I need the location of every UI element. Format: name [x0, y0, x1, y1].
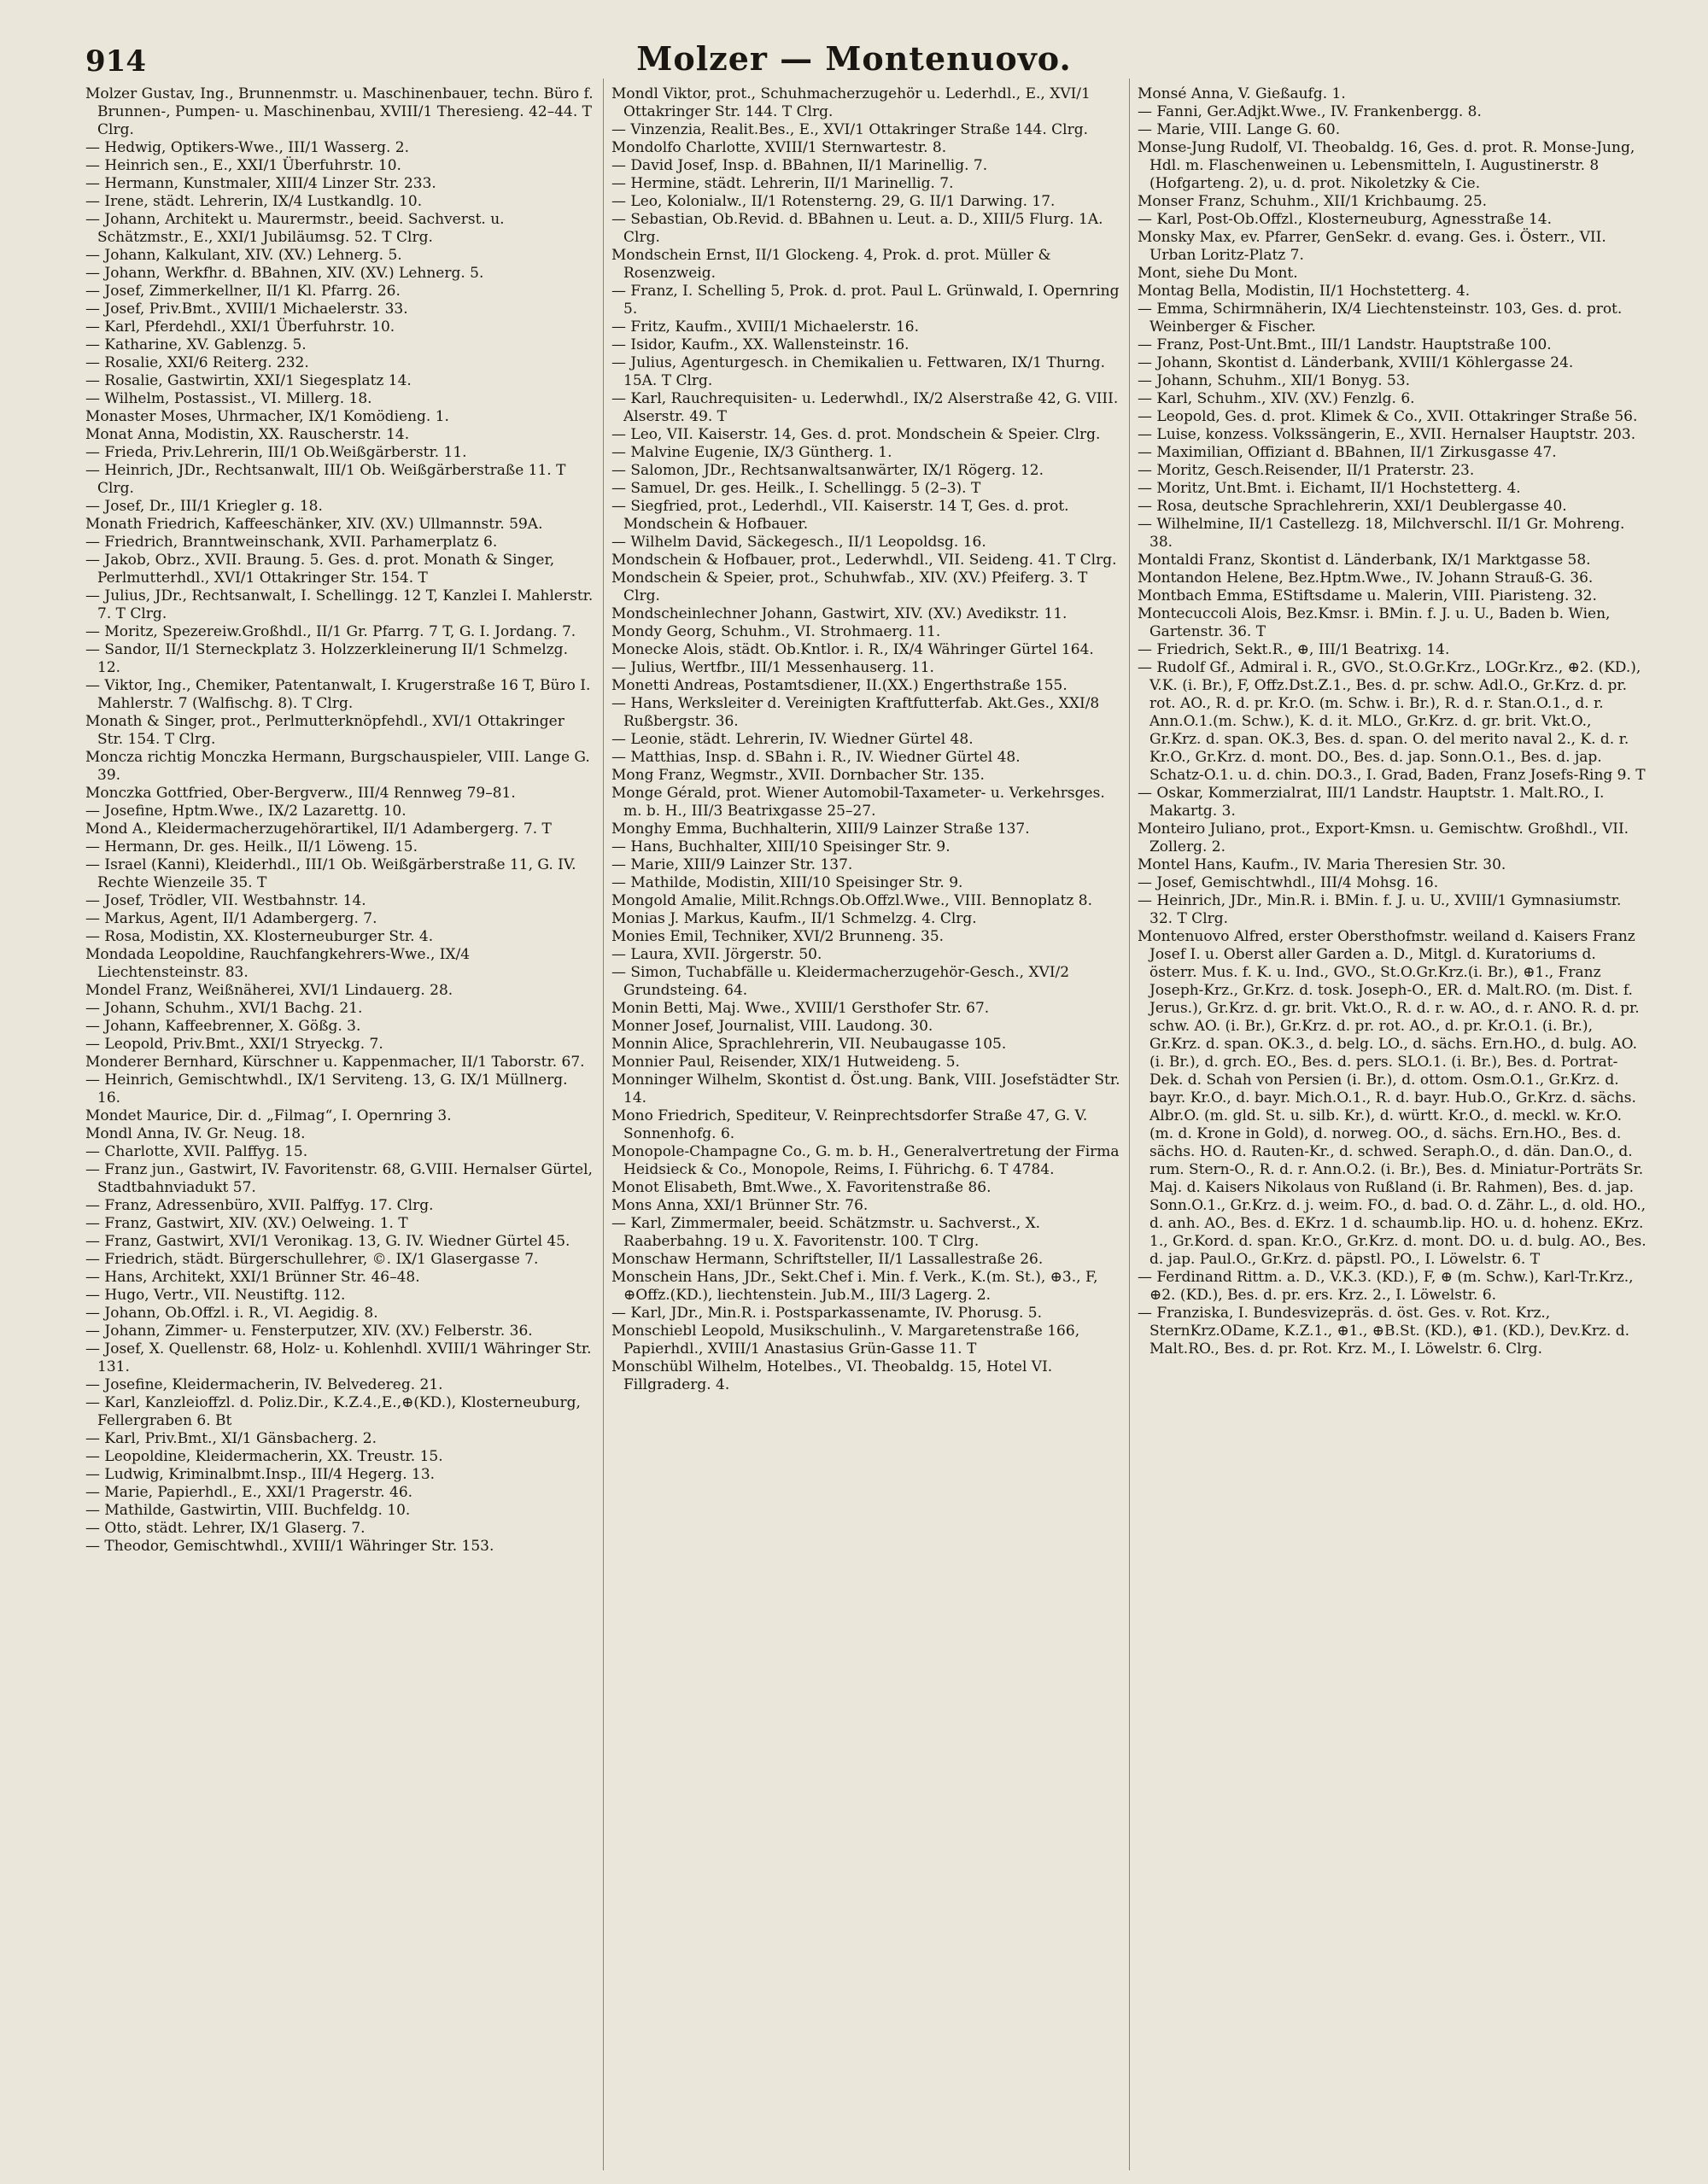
directory-entry: — Karl, Kanzleioffzl. d. Poliz.Dir., K.Z.4.,E.,⊕(KD.), Klosterneuburg, Fellergraben 6. Bt	[85, 1394, 581, 1429]
directory-entry: — Wilhelmine, II/1 Castellezg. 18, Milchverschl. II/1 Gr. Mohreng. 38.	[1138, 516, 1625, 551]
directory-entry: — Karl, Post-Ob.Offzl., Klosterneuburg, Agnesstraße 14.	[1138, 211, 1553, 228]
directory-entry: — Marie, XIII/9 Lainzer Str. 137.	[611, 856, 853, 873]
column-rule	[603, 79, 604, 2170]
directory-entry: — Israel (Kanni), Kleiderhdl., III/1 Ob. Weißgärberstraße 11, G. IV. Rechte Wienzeile 35. T	[85, 856, 576, 891]
directory-entry: — Mathilde, Gastwirtin, VIII. Buchfeldg. 10.	[85, 1502, 411, 1519]
directory-entry: — Leopoldine, Kleidermacherin, XX. Treustr. 15.	[85, 1448, 443, 1465]
directory-entry: Mondschein & Speier, prot., Schuhwfab., XIV. (XV.) Pfeiferg. 3. T Clrg.	[611, 569, 1088, 604]
directory-entry: — Rosalie, XXI/6 Reiterg. 232.	[85, 354, 309, 371]
directory-entry: Monderer Bernhard, Kürschner u. Kappenmacher, II/1 Taborstr. 67.	[85, 1054, 585, 1071]
directory-entry: Monies Emil, Techniker, XVI/2 Brunneng. 35.	[611, 928, 945, 945]
directory-entry: Monghy Emma, Buchhalterin, XIII/9 Lainzer Straße 137.	[611, 820, 1030, 838]
directory-entry: — Hans, Buchhalter, XIII/10 Speisinger Str. 9.	[611, 838, 951, 855]
directory-entry: Montaldi Franz, Skontist d. Länderbank, IX/1 Marktgasse 58.	[1138, 552, 1591, 569]
directory-entry: Montbach Emma, EStiftsdame u. Malerin, VIII. Piaristeng. 32.	[1138, 587, 1597, 604]
directory-entry: — Maximilian, Offiziant d. BBahnen, II/1 Zirkusgasse 47.	[1138, 444, 1557, 461]
directory-entry: — Franziska, I. Bundesvizepräs. d. öst. Ges. v. Rot. Krz., SternKrz.ODame, K.Z.1., ⊕1., ⊕B.St. (KD.), ⊕1. (KD.), Dev.Krz. d. Malt.RO., Bes. d. pr. Rot. Krz. M., I. Löwelstr. 6. Clrg.	[1138, 1305, 1630, 1358]
directory-entry: Monopole-Champagne Co., G. m. b. H., Generalvertretung der Firma Heidsieck & Co., Monopole, Reims, I. Führichg. 6. T 4784.	[611, 1143, 1120, 1178]
directory-entry: Molzer Gustav, Ing., Brunnenmstr. u. Maschinenbauer, techn. Büro f. Brunnen-, Pumpen- u. Maschinenbau, XVIII/1 Theresieng. 42–44. T Clrg.	[85, 85, 594, 138]
directory-entry: — Leopold, Ges. d. prot. Klimek & Co., XVII. Ottakringer Straße 56.	[1138, 408, 1638, 425]
column-middle	[611, 85, 1120, 2169]
directory-entry: Mono Friedrich, Spediteur, V. Reinprechtsdorfer Straße 47, G. V. Sonnenhofg. 6.	[611, 1107, 1088, 1142]
directory-entry: Mondscheinlechner Johann, Gastwirt, XIV. (XV.) Avedikstr. 11.	[611, 605, 1068, 622]
directory-entry: — Oskar, Kommerzialrat, III/1 Landstr. Hauptstr. 1. Malt.RO., I. Makartg. 3.	[1138, 785, 1605, 820]
directory-entry: — Friedrich, Sekt.R., ⊕, III/1 Beatrixg. 14.	[1138, 641, 1450, 658]
directory-entry: — Johann, Ob.Offzl. i. R., VI. Aegidig. 8.	[85, 1305, 378, 1322]
directory-entry: — Mathilde, Modistin, XIII/10 Speisinger Str. 9.	[611, 874, 963, 891]
directory-entry: — Karl, Priv.Bmt., XI/1 Gänsbacherg. 2.	[85, 1430, 377, 1447]
directory-entry: — Hedwig, Optikers-Wwe., III/1 Wasserg. 2.	[85, 139, 410, 156]
directory-entry: — Heinrich sen., E., XXI/1 Überfuhrstr. 10.	[85, 157, 401, 174]
directory-entry: — Leonie, städt. Lehrerin, IV. Wiedner Gürtel 48.	[611, 731, 974, 748]
directory-entry: Monath & Singer, prot., Perlmutterknöpfehdl., XVI/1 Ottakringer Str. 154. T Clrg.	[85, 713, 564, 748]
directory-entry: Monat Anna, Modistin, XX. Rauscherstr. 14.	[85, 426, 410, 443]
directory-entry: — Johann, Skontist d. Länderbank, XVIII/1 Köhlergasse 24.	[1138, 354, 1574, 371]
column-right	[1138, 85, 1647, 2169]
directory-entry: — Heinrich, JDr., Min.R. i. BMin. f. J. u. U., XVIII/1 Gymnasiumstr. 32. T Clrg.	[1138, 892, 1622, 927]
directory-entry: — Friedrich, städt. Bürgerschullehrer, ©. IX/1 Glasergasse 7.	[85, 1251, 539, 1268]
directory-entry: Monias J. Markus, Kaufm., II/1 Schmelzg. 4. Clrg.	[611, 910, 977, 927]
directory-entry: — Irene, städt. Lehrerin, IX/4 Lustkandlg. 10.	[85, 193, 423, 210]
directory-entry: — Siegfried, prot., Lederhdl., VII. Kaiserstr. 14 T, Ges. d. prot. Mondschein & Hofbauer.	[611, 498, 1069, 533]
directory-entry: — Marie, VIII. Lange G. 60.	[1138, 121, 1341, 138]
directory-entry: Monschein Hans, JDr., Sekt.Chef i. Min. f. Verk., K.(m. St.), ⊕3., F, ⊕Offz.(KD.), liechtenstein. Jub.M., III/3 Lagerg. 2.	[611, 1269, 1098, 1304]
directory-entry: Monse-Jung Rudolf, VI. Theobaldg. 16, Ges. d. prot. R. Monse-Jung, Hdl. m. Flaschenweinen u. Lebensmitteln, I. Augustinerstr. 8 (Hofgarteng. 2), u. d. prot. Nikoletzky & Cie.	[1138, 139, 1635, 192]
directory-entry: — Salomon, JDr., Rechtsanwaltsanwärter, IX/1 Rögerg. 12.	[611, 462, 1044, 479]
directory-entry: — Karl, Rauchrequisiten- u. Lederwhdl., IX/2 Alserstraße 42, G. VIII. Alserstr. 49. T	[611, 390, 1119, 425]
directory-entry: — Katharine, XV. Gablenzg. 5.	[85, 336, 307, 353]
directory-entry: — Johann, Kalkulant, XIV. (XV.) Lehnerg. 5.	[85, 247, 402, 264]
directory-entry: — Jakob, Obrz., XVII. Braung. 5. Ges. d. prot. Monath & Singer, Perlmutterhdl., XVI/1 Ottakringer Str. 154. T	[85, 552, 555, 587]
directory-entry: — Otto, städt. Lehrer, IX/1 Glaserg. 7.	[85, 1520, 366, 1537]
directory-entry: — Josef, Zimmerkellner, II/1 Kl. Pfarrg. 26.	[85, 283, 401, 300]
directory-entry: — Franz jun., Gastwirt, IV. Favoritenstr. 68, G.VIII. Hernalser Gürtel, Stadtbahnviadukt 57.	[85, 1161, 593, 1196]
directory-entry: — Johann, Werkfhr. d. BBahnen, XIV. (XV.) Lehnerg. 5.	[85, 265, 484, 282]
directory-entry: — Laura, XVII. Jörgerstr. 50.	[611, 946, 822, 963]
directory-entry: Montenuovo Alfred, erster Obersthofmstr. weiland d. Kaisers Franz Josef I. u. Oberst aller Garden a. D., Mitgl. d. Kuratoriums d. österr. Mus. f. K. u. Ind., GVO., St.O.Gr.Krz.(i. Br.), ⊕1., Franz Joseph-Krz., Gr.Krz. d. tosk. Joseph-O., ER. d. Malt.RO. (m. Dist. f. Jerus.), Gr.Krz. d. gr. brit. Vkt.O., R. d. r. w. AO., d. r. ANO. R. d. pr. schw. AO. (i. Br.), Gr.Krz. d. pr. rot. AO., d. pr. Kr.O.1. (i. Br.), Gr.Krz. d. span. OK.3., d. belg. LO., d. sächs. Ern.HO., d. bulg. AO. (i. Br.), d. grch. EO., Bes. d. pers. SLO.1. (i. Br.), Bes. d. Portrat-Dek. d. Schah von Persien (i. Br.), d. ottom. Osm.O.1., Gr.Krz. d. bayr. Kr.O., d. bayr. Mich.O.1., R. d. bayr. Hub.O., Gr.Krz. d. sächs. Albr.O. (m. gld. St. u. silb. Kr.), d. württ. Kr.O., d. meckl. w. Kr.O. (m. d. Krone in Gold), d. norweg. OO., d. sächs. Ern.HO., Bes. d. sächs. HO. d. Rauten-Kr., d. schwed. Seraph.O., d. dän. Dan.O., d. rum. Stern-O., R. d. r. Ann.O.2. (i. Br.), Bes. d. Miniatur-Porträts Sr. Maj. d. Kaisers Nikolaus von Rußland (i. Br. Rahmen), Bes. d. jap. Sonn.O.1., Gr.Krz. d. j. weim. FO., d. bad. O. d. Zähr. L., d. old. HO., d. anh. AO., Bes. d. EKrz. 1 d. schaumb.lip. HO. u. d. hohenz. EKrz. 1., Gr.Kord. d. span. Kr.O., Gr.Krz. d. mont. DO. u. d. bulg. AO., Bes. d. jap. Paul.O., Gr.Krz. d. päpstl. PO., I. Löwelstr. 6. T	[1138, 928, 1647, 1268]
directory-entry: — Heinrich, Gemischtwhdl., IX/1 Serviteng. 13, G. IX/1 Müllnerg. 16.	[85, 1072, 568, 1107]
running-head: Molzer — Montenuovo.	[636, 39, 1072, 78]
directory-entry: — Josefine, Kleidermacherin, IV. Belvedereg. 21.	[85, 1376, 443, 1393]
directory-entry: — Johann, Kaffeebrenner, X. Gößg. 3.	[85, 1018, 361, 1035]
directory-entry: Mondet Maurice, Dir. d. „Filmag“, I. Opernring 3.	[85, 1107, 452, 1124]
directory-entry: — Leo, Kolonialw., II/1 Rotensterng. 29, G. II/1 Darwing. 17.	[611, 193, 1056, 210]
directory-entry: Mons Anna, XXI/1 Brünner Str. 76.	[611, 1197, 869, 1214]
directory-entry: — Josef, X. Quellenstr. 68, Holz- u. Kohlenhdl. XVIII/1 Währinger Str. 131.	[85, 1340, 592, 1375]
directory-entry: — Hans, Architekt, XXI/1 Brünner Str. 46–48.	[85, 1269, 420, 1286]
directory-entry: Mondada Leopoldine, Rauchfangkehrers-Wwe., IX/4 Liechtensteinstr. 83.	[85, 946, 471, 981]
directory-entry: — Hermine, städt. Lehrerin, II/1 Marinellig. 7.	[611, 175, 954, 192]
directory-entry: — Johann, Zimmer- u. Fensterputzer, XIV. (XV.) Felberstr. 36.	[85, 1323, 533, 1340]
directory-entry: — Sebastian, Ob.Revid. d. BBahnen u. Leut. a. D., XIII/5 Flurg. 1A. Clrg.	[611, 211, 1103, 246]
directory-entry: Monninger Wilhelm, Skontist d. Öst.ung. Bank, VIII. Josefstädter Str. 14.	[611, 1072, 1120, 1107]
directory-entry: — Vinzenzia, Realit.Bes., E., XVI/1 Ottakringer Straße 144. Clrg.	[611, 121, 1089, 138]
directory-entry: — Frieda, Priv.Lehrerin, III/1 Ob.Weißgärberstr. 11.	[85, 444, 467, 461]
directory-entry: Monecke Alois, städt. Ob.Kntlor. i. R., IX/4 Währinger Gürtel 164.	[611, 641, 1094, 658]
directory-entry: — Johann, Schuhm., XII/1 Bonyg. 53.	[1138, 372, 1411, 389]
directory-entry: — Fanni, Ger.Adjkt.Wwe., IV. Frankenbergg. 8.	[1138, 103, 1482, 120]
directory-entry: Monschübl Wilhelm, Hotelbes., VI. Theobaldg. 15, Hotel VI. Fillgraderg. 4.	[611, 1358, 1053, 1393]
directory-entry: — Rosa, deutsche Sprachlehrerin, XXI/1 Deublergasse 40.	[1138, 498, 1567, 515]
directory-entry: Mondl Viktor, prot., Schuhmacherzugehör u. Lederhdl., E., XVI/1 Ottakringer Str. 144. T Clrg.	[611, 85, 1091, 120]
directory-entry: — Heinrich, JDr., Rechtsanwalt, III/1 Ob. Weißgärberstraße 11. T Clrg.	[85, 462, 566, 497]
directory-entry: — Isidor, Kaufm., XX. Wallensteinstr. 16.	[611, 336, 910, 353]
directory-entry: — Moritz, Unt.Bmt. i. Eichamt, II/1 Hochstetterg. 4.	[1138, 480, 1521, 497]
directory-entry: — Josefine, Hptm.Wwe., IX/2 Lazarettg. 10.	[85, 803, 407, 820]
directory-entry: — Samuel, Dr. ges. Heilk., I. Schellingg. 5 (2–3). T	[611, 480, 981, 497]
directory-entry: Montel Hans, Kaufm., IV. Maria Theresien Str. 30.	[1138, 856, 1506, 873]
directory-entry: — Franz, Post-Unt.Bmt., III/1 Landstr. Hauptstraße 100.	[1138, 336, 1552, 353]
directory-entry: Monge Gérald, prot. Wiener Automobil-Taxameter- u. Verkehrsges. m. b. H., III/3 Beatrixgasse 25–27.	[611, 785, 1105, 820]
directory-entry: — Rosalie, Gastwirtin, XXI/1 Siegesplatz 14.	[85, 372, 412, 389]
directory-entry: Mond A., Kleidermacherzugehörartikel, II/1 Adambergerg. 7. T	[85, 820, 552, 838]
directory-entry: Monczka Gottfried, Ober-Bergverw., III/4 Rennweg 79–81.	[85, 785, 516, 802]
directory-entry: Mongold Amalie, Milit.Rchngs.Ob.Offzl.Wwe., VIII. Bennoplatz 8.	[611, 892, 1093, 909]
directory-entry: — Matthias, Insp. d. SBahn i. R., IV. Wiedner Gürtel 48.	[611, 749, 1021, 766]
directory-entry: — Rosa, Modistin, XX. Klosterneuburger Str. 4.	[85, 928, 434, 945]
directory-entry: — Viktor, Ing., Chemiker, Patentanwalt, I. Krugerstraße 16 T, Büro I. Mahlerstr. 7 (Walfischg. 8). T Clrg.	[85, 677, 591, 712]
directory-entry: — Wilhelm David, Säckegesch., II/1 Leopoldsg. 16.	[611, 534, 986, 551]
directory-entry: — Karl, Pferdehdl., XXI/1 Überfuhrstr. 10.	[85, 318, 395, 336]
directory-entry: Monteiro Juliano, prot., Export-Kmsn. u. Gemischtw. Großhdl., VII. Zollerg. 2.	[1138, 820, 1629, 855]
directory-entry: — Hugo, Vertr., VII. Neustiftg. 112.	[85, 1287, 346, 1304]
column-rule	[1129, 79, 1130, 2170]
directory-entry: — Simon, Tuchabfälle u. Kleidermacherzugehör-Gesch., XVI/2 Grundsteing. 64.	[611, 964, 1070, 999]
directory-entry: — Charlotte, XVII. Palffyg. 15.	[85, 1143, 308, 1160]
directory-entry: — Sandor, II/1 Sterneckplatz 3. Holzzerkleinerung II/1 Schmelzg. 12.	[85, 641, 568, 676]
directory-entry: — Fritz, Kaufm., XVIII/1 Michaelerstr. 16.	[611, 318, 920, 336]
directory-entry: — Wilhelm, Postassist., VI. Millerg. 18.	[85, 390, 372, 407]
directory-entry: Mondel Franz, Weißnäherei, XVI/1 Lindauerg. 28.	[85, 982, 453, 999]
directory-entry: — Markus, Agent, II/1 Adambergerg. 7.	[85, 910, 377, 927]
directory-entry: Monner Josef, Journalist, VIII. Laudong. 30.	[611, 1018, 933, 1035]
directory-entry: — Josef, Priv.Bmt., XVIII/1 Michaelerstr. 33.	[85, 301, 408, 318]
column-left	[85, 85, 594, 2169]
directory-entry: — Karl, Schuhm., XIV. (XV.) Fenzlg. 6.	[1138, 390, 1415, 407]
directory-entry: Mondschein Ernst, II/1 Glockeng. 4, Prok. d. prot. Müller & Rosenzweig.	[611, 247, 1051, 282]
directory-entry: — Franz, Adressenbüro, XVII. Palffyg. 17. Clrg.	[85, 1197, 434, 1214]
directory-entry: Monsky Max, ev. Pfarrer, GenSekr. d. evang. Ges. i. Österr., VII. Urban Loritz-Platz 7.	[1138, 229, 1606, 264]
directory-entry: — Rudolf Gf., Admiral i. R., GVO., St.O.Gr.Krz., LOGr.Krz., ⊕2. (KD.), V.K. (i. Br.), F, Offz.Dst.Z.1., Bes. d. pr. schw. Adl.O., Gr.Krz. d. pr. rot. AO., R. d. pr. Kr.O. (m. Schw. i. Br.), R. d. r. Stan.O.1., d. r. Ann.O.1.(m. Schw.), K. d. it. MLO., Gr.Krz. d. gr. brit. Vkt.O., Gr.Krz. d. span. OK.3, Bes. d. span. O. del merito naval 2., K. d. r. Kr.O., Gr.Krz. d. mont. DO., Bes. d. jap. Sonn.O.1., Bes. d. jap. Schatz-O.1. u. d. chin. DO.3., I. Grad, Baden, Franz Josefs-Ring 9. T	[1138, 659, 1646, 784]
directory-entry: Monnin Alice, Sprachlehrerin, VII. Neubaugasse 105.	[611, 1036, 1007, 1053]
directory-entry: — David Josef, Insp. d. BBahnen, II/1 Marinellig. 7.	[611, 157, 988, 174]
directory-entry: — Moritz, Gesch.Reisender, II/1 Praterstr. 23.	[1138, 462, 1475, 479]
directory-entry: — Johann, Architekt u. Maurermstr., beeid. Sachverst. u. Schätzmstr., E., XXI/1 Jubiläumsg. 52. T Clrg.	[85, 211, 505, 246]
directory-entry: Mondl Anna, IV. Gr. Neug. 18.	[85, 1125, 306, 1142]
directory-entry: — Hermann, Kunstmaler, XIII/4 Linzer Str. 233.	[85, 175, 436, 192]
directory-entry: — Julius, Wertfbr., III/1 Messenhauserg. 11.	[611, 659, 934, 676]
directory-entry: — Marie, Papierhdl., E., XXI/1 Pragerstr. 46.	[85, 1484, 413, 1501]
directory-entry: Mondy Georg, Schuhm., VI. Strohmaerg. 11.	[611, 623, 941, 640]
directory-entry: — Ferdinand Rittm. a. D., V.K.3. (KD.), F, ⊕ (m. Schw.), Karl-Tr.Krz., ⊕2. (KD.), Bes. d. pr. ers. Krz. 2., I. Löwelstr. 6.	[1138, 1269, 1634, 1304]
directory-entry: — Franz, Gastwirt, XVI/1 Veronikag. 13, G. IV. Wiedner Gürtel 45.	[85, 1233, 570, 1250]
directory-entry: Montandon Helene, Bez.Hptm.Wwe., IV. Johann Strauß-G. 36.	[1138, 569, 1594, 587]
directory-entry: — Emma, Schirmnäherin, IX/4 Liechtensteinstr. 103, Ges. d. prot. Weinberger & Fischer.	[1138, 301, 1623, 336]
directory-entry: Mong Franz, Wegmstr., XVII. Dornbacher Str. 135.	[611, 767, 985, 784]
directory-entry: Montecuccoli Alois, Bez.Kmsr. i. BMin. f. J. u. U., Baden b. Wien, Gartenstr. 36. T	[1138, 605, 1611, 640]
directory-entry: — Josef, Dr., III/1 Kriegler g. 18.	[85, 498, 323, 515]
directory-entry: — Theodor, Gemischtwhdl., XVIII/1 Währinger Str. 153.	[85, 1538, 494, 1555]
directory-entry: — Karl, Zimmermaler, beeid. Schätzmstr. u. Sachverst., X. Raaberbahng. 19 u. X. Favoritenstr. 100. T Clrg.	[611, 1215, 1041, 1250]
directory-entry: — Malvine Eugenie, IX/3 Güntherg. 1.	[611, 444, 892, 461]
directory-entry: Monaster Moses, Uhrmacher, IX/1 Komödieng. 1.	[85, 408, 449, 425]
directory-entry: Monschiebl Leopold, Musikschulinh., V. Margaretenstraße 166, Papierhdl., XVIII/1 Anastasius Grün-Gasse 11. T	[611, 1323, 1080, 1358]
directory-entry: Monath Friedrich, Kaffeeschänker, XIV. (XV.) Ullmannstr. 59A.	[85, 516, 543, 533]
directory-entry: Moncza richtig Monczka Hermann, Burgschauspieler, VIII. Lange G. 39.	[85, 749, 590, 784]
directory-entry: Mont, siehe Du Mont.	[1138, 265, 1298, 282]
directory-entry: Monetti Andreas, Postamtsdiener, II.(XX.) Engerthstraße 155.	[611, 677, 1068, 694]
directory-entry: Monot Elisabeth, Bmt.Wwe., X. Favoritenstraße 86.	[611, 1179, 991, 1196]
directory-entry: — Ludwig, Kriminalbmt.Insp., III/4 Hegerg. 13.	[85, 1466, 436, 1483]
page-number: 914	[85, 44, 146, 79]
directory-entry: — Leo, VII. Kaiserstr. 14, Ges. d. prot. Mondschein & Speier. Clrg.	[611, 426, 1101, 443]
directory-entry: Mondolfo Charlotte, XVIII/1 Sternwartestr. 8.	[611, 139, 947, 156]
directory-entry: — Julius, JDr., Rechtsanwalt, I. Schellingg. 12 T, Kanzlei I. Mahlerstr. 7. T Clrg.	[85, 587, 594, 622]
directory-entry: — Hans, Werksleiter d. Vereinigten Kraftfutterfab. Akt.Ges., XXI/8 Rußbergstr. 36.	[611, 695, 1100, 730]
directory-entry: — Moritz, Spezereiw.Großhdl., II/1 Gr. Pfarrg. 7 T, G. I. Jordang. 7.	[85, 623, 576, 640]
directory-entry: — Franz, Gastwirt, XIV. (XV.) Oelweing. 1. T	[85, 1215, 408, 1232]
directory-entry: — Franz, I. Schelling 5, Prok. d. prot. Paul L. Grünwald, I. Opernring 5.	[611, 283, 1120, 318]
directory-entry: — Friedrich, Branntweinschank, XVII. Parhamerplatz 6.	[85, 534, 498, 551]
directory-entry: — Leopold, Priv.Bmt., XXI/1 Stryeckg. 7.	[85, 1036, 383, 1053]
directory-entry: Monschaw Hermann, Schriftsteller, II/1 Lassallestraße 26.	[611, 1251, 1044, 1268]
directory-entry: — Luise, konzess. Volkssängerin, E., XVII. Hernalser Hauptstr. 203.	[1138, 426, 1636, 443]
directory-entry: — Hermann, Dr. ges. Heilk., II/1 Löweng. 15.	[85, 838, 418, 855]
directory-entry: Monin Betti, Maj. Wwe., XVIII/1 Gersthofer Str. 67.	[611, 1000, 990, 1017]
directory-entry: — Josef, Trödler, VII. Westbahnstr. 14.	[85, 892, 366, 909]
directory-entry: — Julius, Agenturgesch. in Chemikalien u. Fettwaren, IX/1 Thurng. 15A. T Clrg.	[611, 354, 1105, 389]
directory-entry: — Josef, Gemischtwhdl., III/4 Mohsg. 16.	[1138, 874, 1439, 891]
directory-entry: Monsé Anna, V. Gießaufg. 1.	[1138, 85, 1346, 102]
directory-entry: — Karl, JDr., Min.R. i. Postsparkassenamte, IV. Phorusg. 5.	[611, 1305, 1042, 1322]
directory-entry: Monser Franz, Schuhm., XII/1 Krichbaumg. 25.	[1138, 193, 1488, 210]
directory-entry: Monnier Paul, Reisender, XIX/1 Hutweideng. 5.	[611, 1054, 960, 1071]
directory-entry: Mondschein & Hofbauer, prot., Lederwhdl., VII. Seideng. 41. T Clrg.	[611, 552, 1117, 569]
directory-entry: — Johann, Schuhm., XVI/1 Bachg. 21.	[85, 1000, 363, 1017]
directory-entry: Montag Bella, Modistin, II/1 Hochstetterg. 4.	[1138, 283, 1471, 300]
